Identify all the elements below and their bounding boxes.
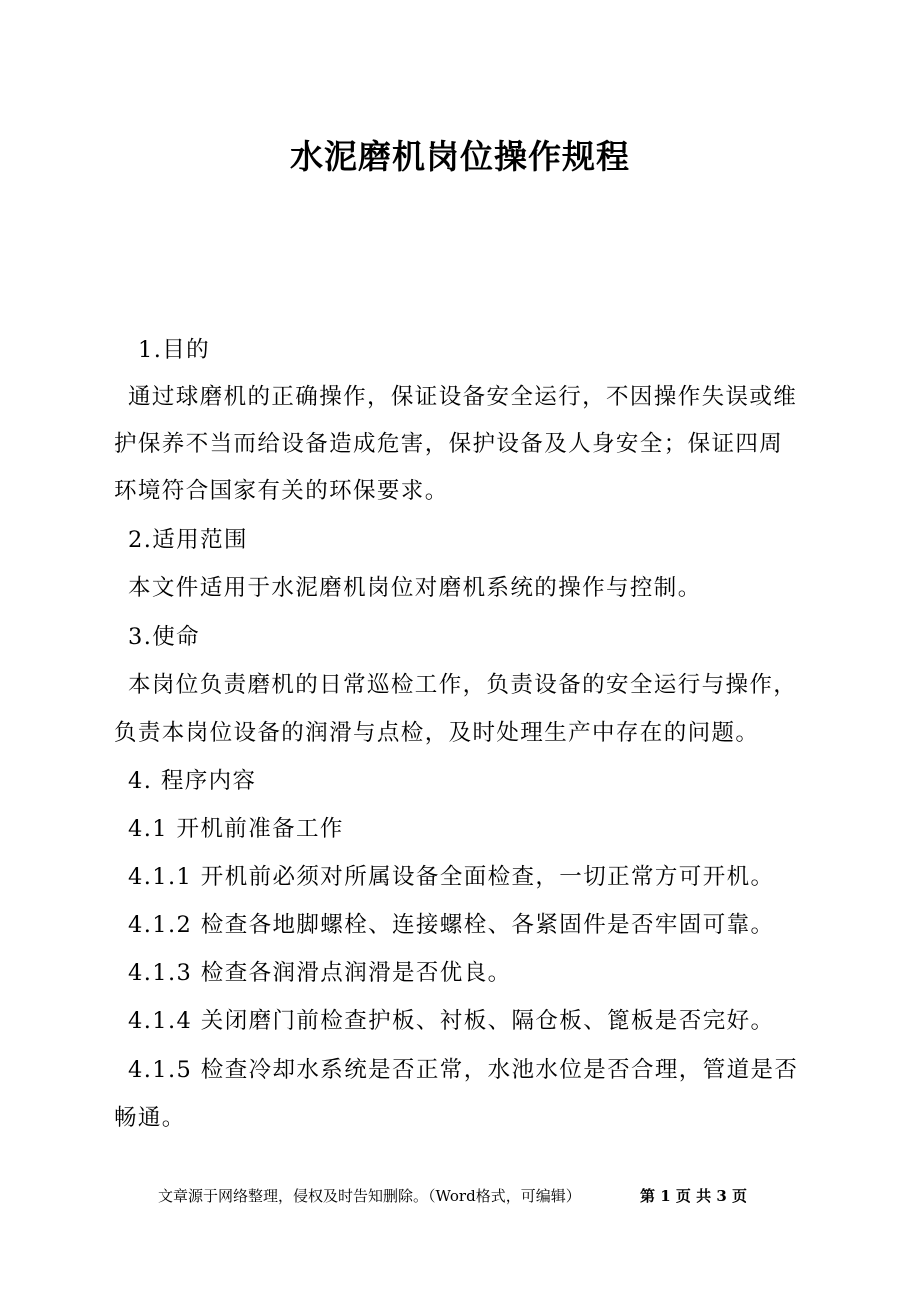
page-title: 水泥磨机岗位操作规程 [290, 137, 630, 176]
list-item: 4.1.4 关闭磨门前检查护板、衬板、隔仓板、篦板是否完好。 [128, 1008, 775, 1034]
paragraph-line: 本文件适用于水泥磨机岗位对磨机系统的操作与控制。 [128, 575, 702, 601]
paragraph-line: 通过球磨机的正确操作，保证设备安全运行，不因操作失误或维 [128, 384, 798, 410]
footer-note: 文章源于网络整理，侵权及时告知删除。（Word格式，可编辑） [158, 1187, 581, 1205]
list-item: 4.1.1 开机前必须对所属设备全面检查，一切正常方可开机。 [128, 864, 775, 890]
section-heading-scope: 2.适用范围 [128, 527, 248, 553]
paragraph-line: 环境符合国家有关的环保要求。 [114, 478, 449, 504]
list-item: 4.1.3 检查各润滑点润滑是否优良。 [128, 960, 512, 986]
section-heading-mission: 3.使命 [128, 624, 201, 650]
section-heading-purpose: 1.目的 [138, 337, 211, 363]
page-number: 第 1 页 共 3 页 [640, 1187, 747, 1205]
section-heading-procedure: 4. 程序内容 [128, 768, 257, 794]
paragraph-line: 本岗位负责磨机的日常巡检工作，负责设备的安全运行与操作， [128, 672, 798, 698]
list-item-continuation: 畅通。 [114, 1105, 186, 1131]
subsection-heading: 4.1 开机前准备工作 [128, 816, 344, 842]
list-item: 4.1.2 检查各地脚螺栓、连接螺栓、各紧固件是否牢固可靠。 [128, 912, 775, 938]
paragraph-line: 护保养不当而给设备造成危害，保护设备及人身安全；保证四周 [114, 431, 784, 457]
paragraph-line: 负责本岗位设备的润滑与点检，及时处理生产中存在的问题。 [114, 720, 760, 746]
list-item: 4.1.5 检查冷却水系统是否正常，水池水位是否合理，管道是否 [128, 1057, 799, 1083]
